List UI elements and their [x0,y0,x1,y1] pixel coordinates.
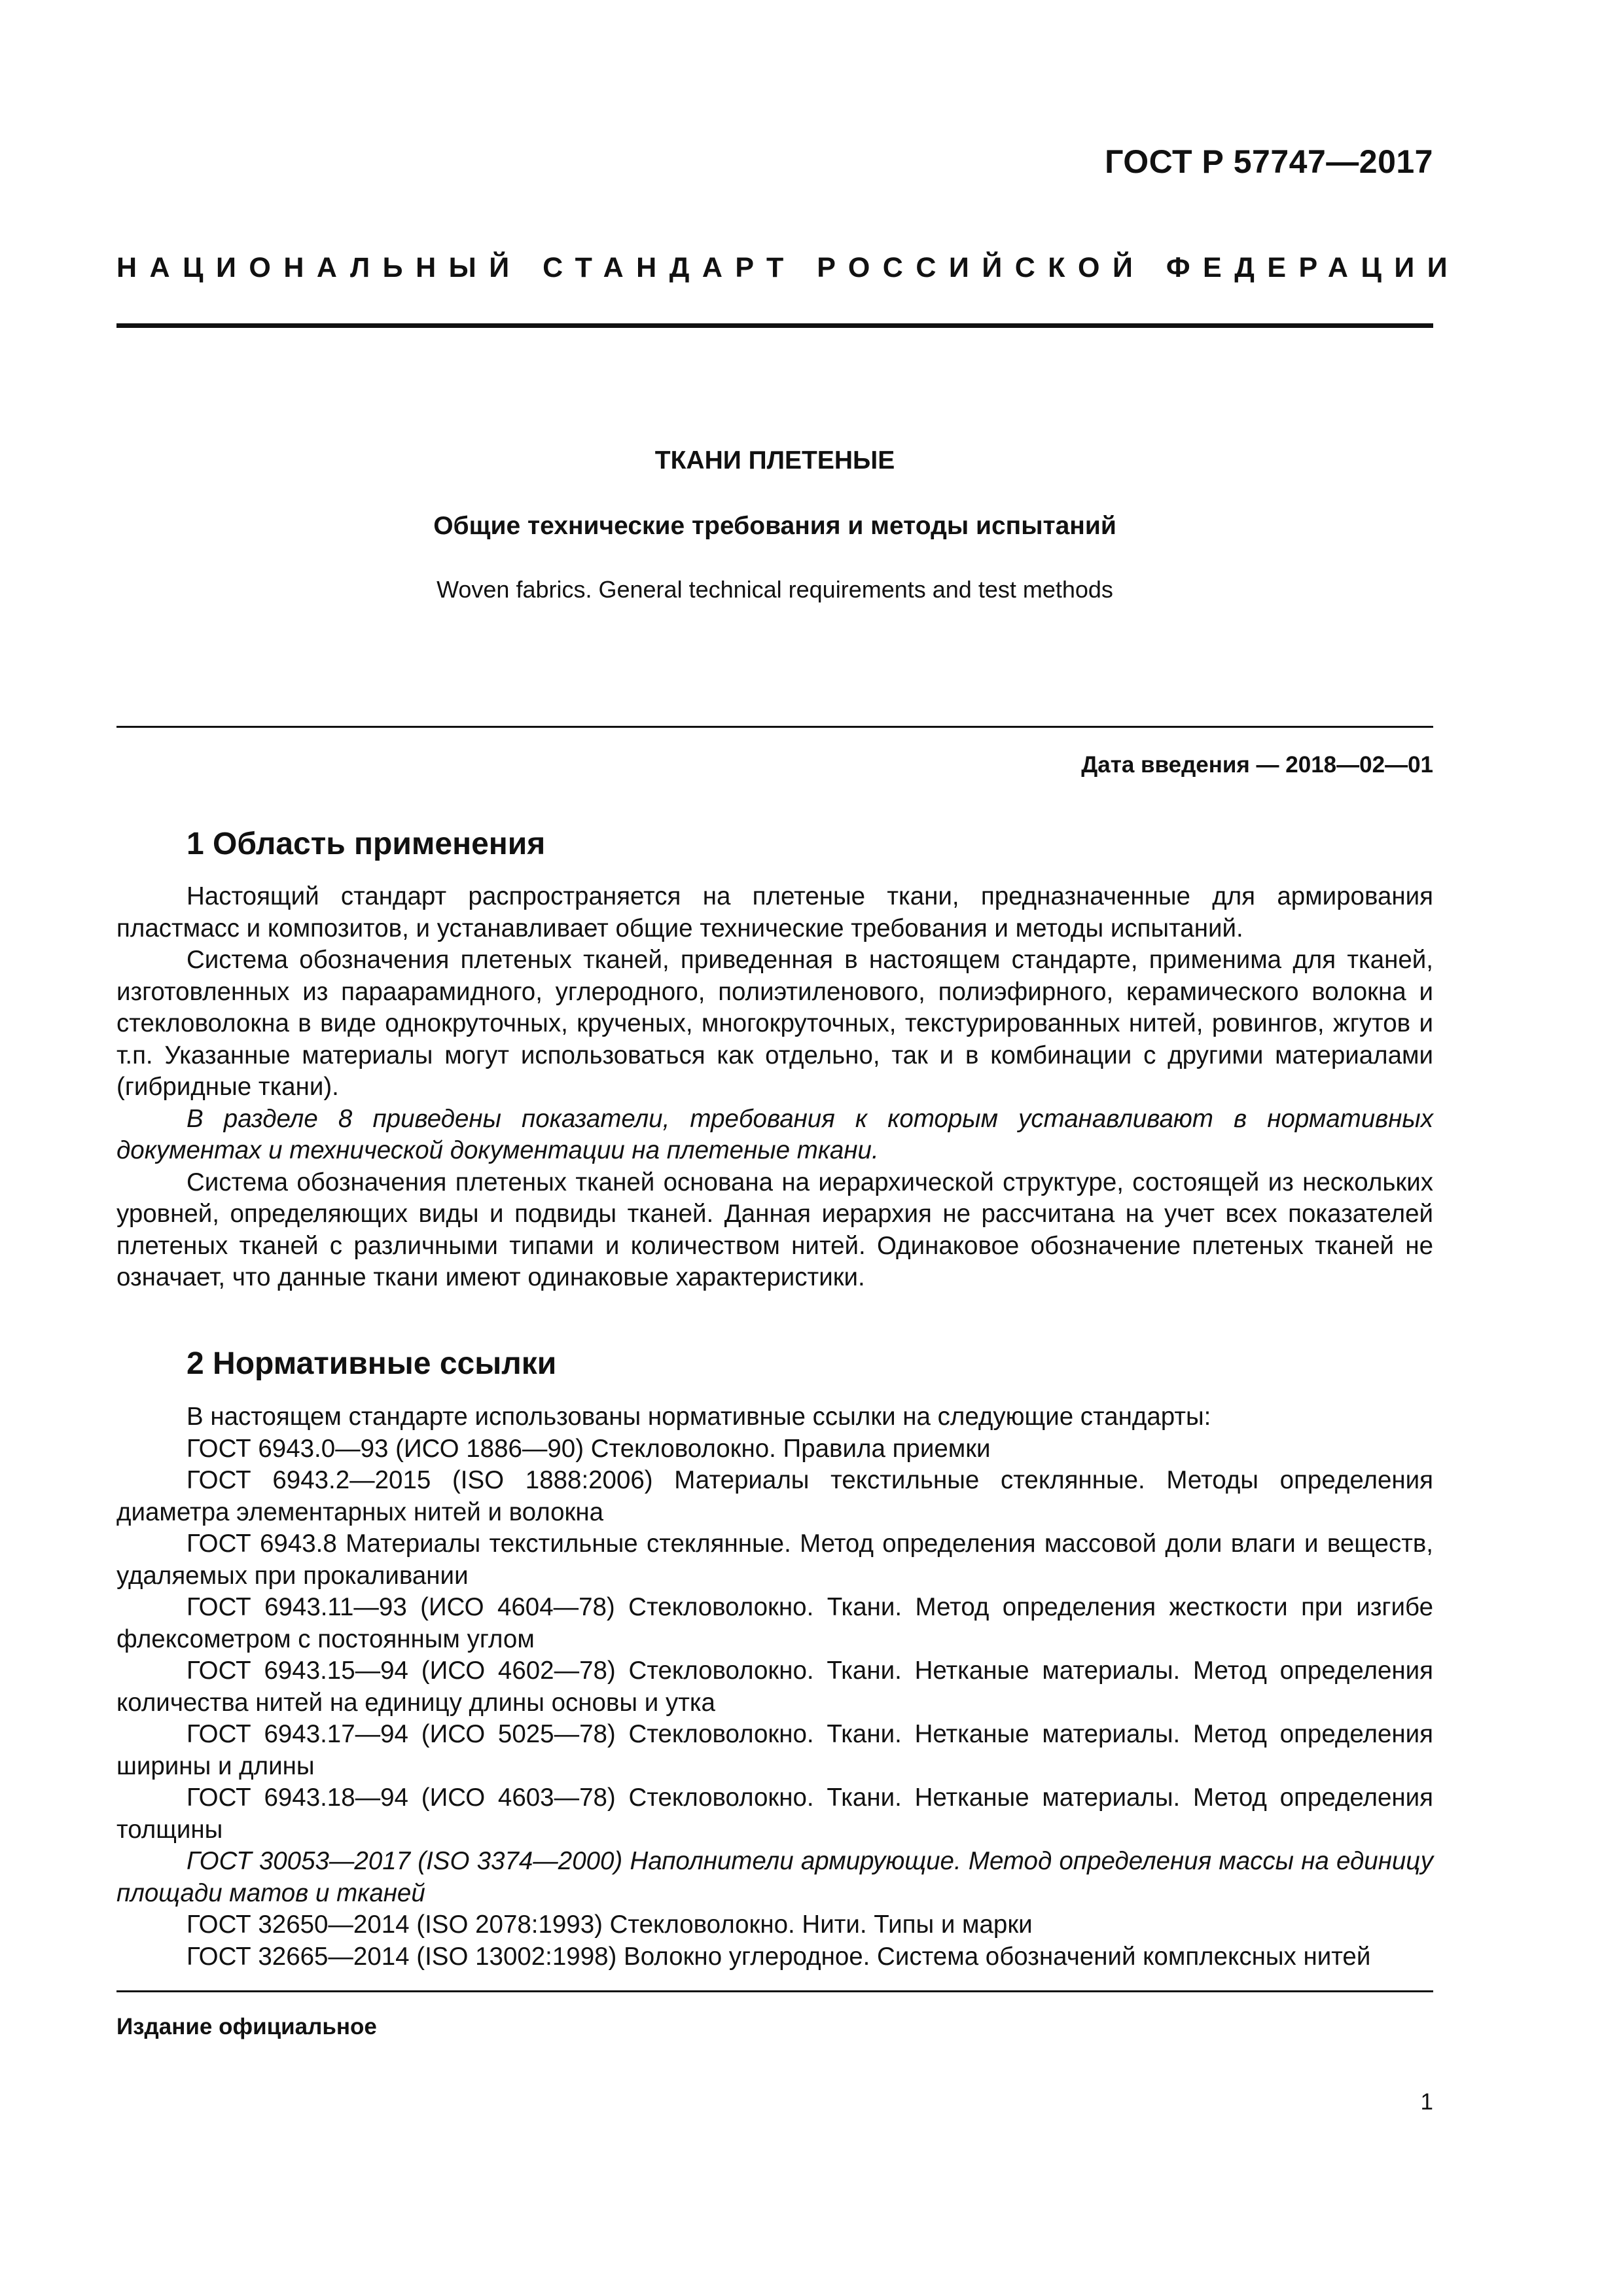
reference-item: ГОСТ 32650—2014 (ISO 2078:1993) Стекловолокно. Нити. Типы и марки [187,1910,1033,1939]
section-1-heading: 1 Область применения [187,827,546,861]
document-title: ТКАНИ ПЛЕТЕНЫЕ [654,446,895,475]
document-code: ГОСТ Р 57747—2017 [1105,143,1433,180]
header-rule [116,323,1433,328]
section-2-body [116,1401,1433,1973]
paragraph: Система обозначения плетеных тканей основана на иерархической структуре, состоящей из нескольких уровней, определяющих виды и подвиды тканей. Данная иерархия не рассчитана на учет всех показателей плетеных тканей с различными типами и количеством нитей. Одинаковое обозначение плетеных тканей не означает, что данные ткани имеют одинаковые характеристики. [116,1168,1433,1291]
paragraph-italic: В разделе 8 приведены показатели, требования к которым устанавливают в нормативных документах и технической документации на плетеные ткани. [116,1104,1433,1164]
section-2-heading: 2 Нормативные ссылки [187,1346,557,1381]
reference-item: ГОСТ 32665—2014 (ISO 13002:1998) Волокно углеродное. Система обозначений комплексных нитей [187,1942,1371,1971]
reference-item-italic: ГОСТ 30053—2017 (ISO 3374—2000) Наполнители армирующие. Метод определения массы на единицу площади матов и тканей [116,1847,1433,1907]
footer-rule [116,1990,1433,1992]
paragraph: В настоящем стандарте использованы нормативные ссылки на следующие стандарты: [187,1403,1211,1431]
document-title-english: Woven fabrics. General technical requirements and test methods [437,576,1113,603]
reference-item: ГОСТ 6943.17—94 (ИСО 5025—78) Стекловолокно. Ткани. Нетканые материалы. Метод определения ширины и длины [116,1720,1433,1780]
title-rule [116,726,1433,728]
reference-item: ГОСТ 6943.15—94 (ИСО 4602—78) Стекловолокно. Ткани. Нетканые материалы. Метод определения количества нитей на единицу длины основы и утка [116,1657,1433,1717]
section-1-body [116,881,1433,1294]
document-subtitle: Общие технические требования и методы испытаний [433,512,1116,540]
reference-item: ГОСТ 6943.8 Материалы текстильные стеклянные. Метод определения массовой доли влаги и веществ, удаляемых при прокаливании [116,1530,1433,1590]
national-standard-banner: НАЦИОНАЛЬНЫЙ СТАНДАРТ РОССИЙСКОЙ ФЕДЕРАЦИИ [116,252,1461,283]
page-number: 1 [1420,2089,1433,2115]
official-edition-label: Издание официальное [116,2014,377,2039]
paragraph: Настоящий стандарт распространяется на плетеные ткани, предназначенные для армирования пластмасс и композитов, и устанавливает общие технические требования и методы испытаний. [116,882,1433,942]
reference-item: ГОСТ 6943.0—93 (ИСО 1886—90) Стекловолокно. Правила приемки [187,1434,991,1463]
paragraph: Система обозначения плетеных тканей, приведенная в настоящем стандарте, применима для тканей, изготовленных из параарамидного, углеродного, полиэтиленового, полиэфирного, керамического волокна и стекловолокна в виде однокруточных, крученых, многокруточных, текстурированных нитей, ровингов, жгутов и т.п. Указанные материалы могут использоваться как отдельно, так и в комбинации с другими материалами (гибридные ткани). [116,946,1433,1101]
reference-item: ГОСТ 6943.2—2015 (ISO 1888:2006) Материалы текстильные стеклянные. Методы определения диаметра элементарных нитей и волокна [116,1466,1433,1526]
reference-item: ГОСТ 6943.11—93 (ИСО 4604—78) Стекловолокно. Ткани. Метод определения жесткости при изгибе флексометром с постоянным углом [116,1593,1433,1653]
introduction-date: Дата введения — 2018—02—01 [1081,752,1433,778]
reference-item: ГОСТ 6943.18—94 (ИСО 4603—78) Стекловолокно. Ткани. Нетканые материалы. Метод определения толщины [116,1784,1433,1844]
